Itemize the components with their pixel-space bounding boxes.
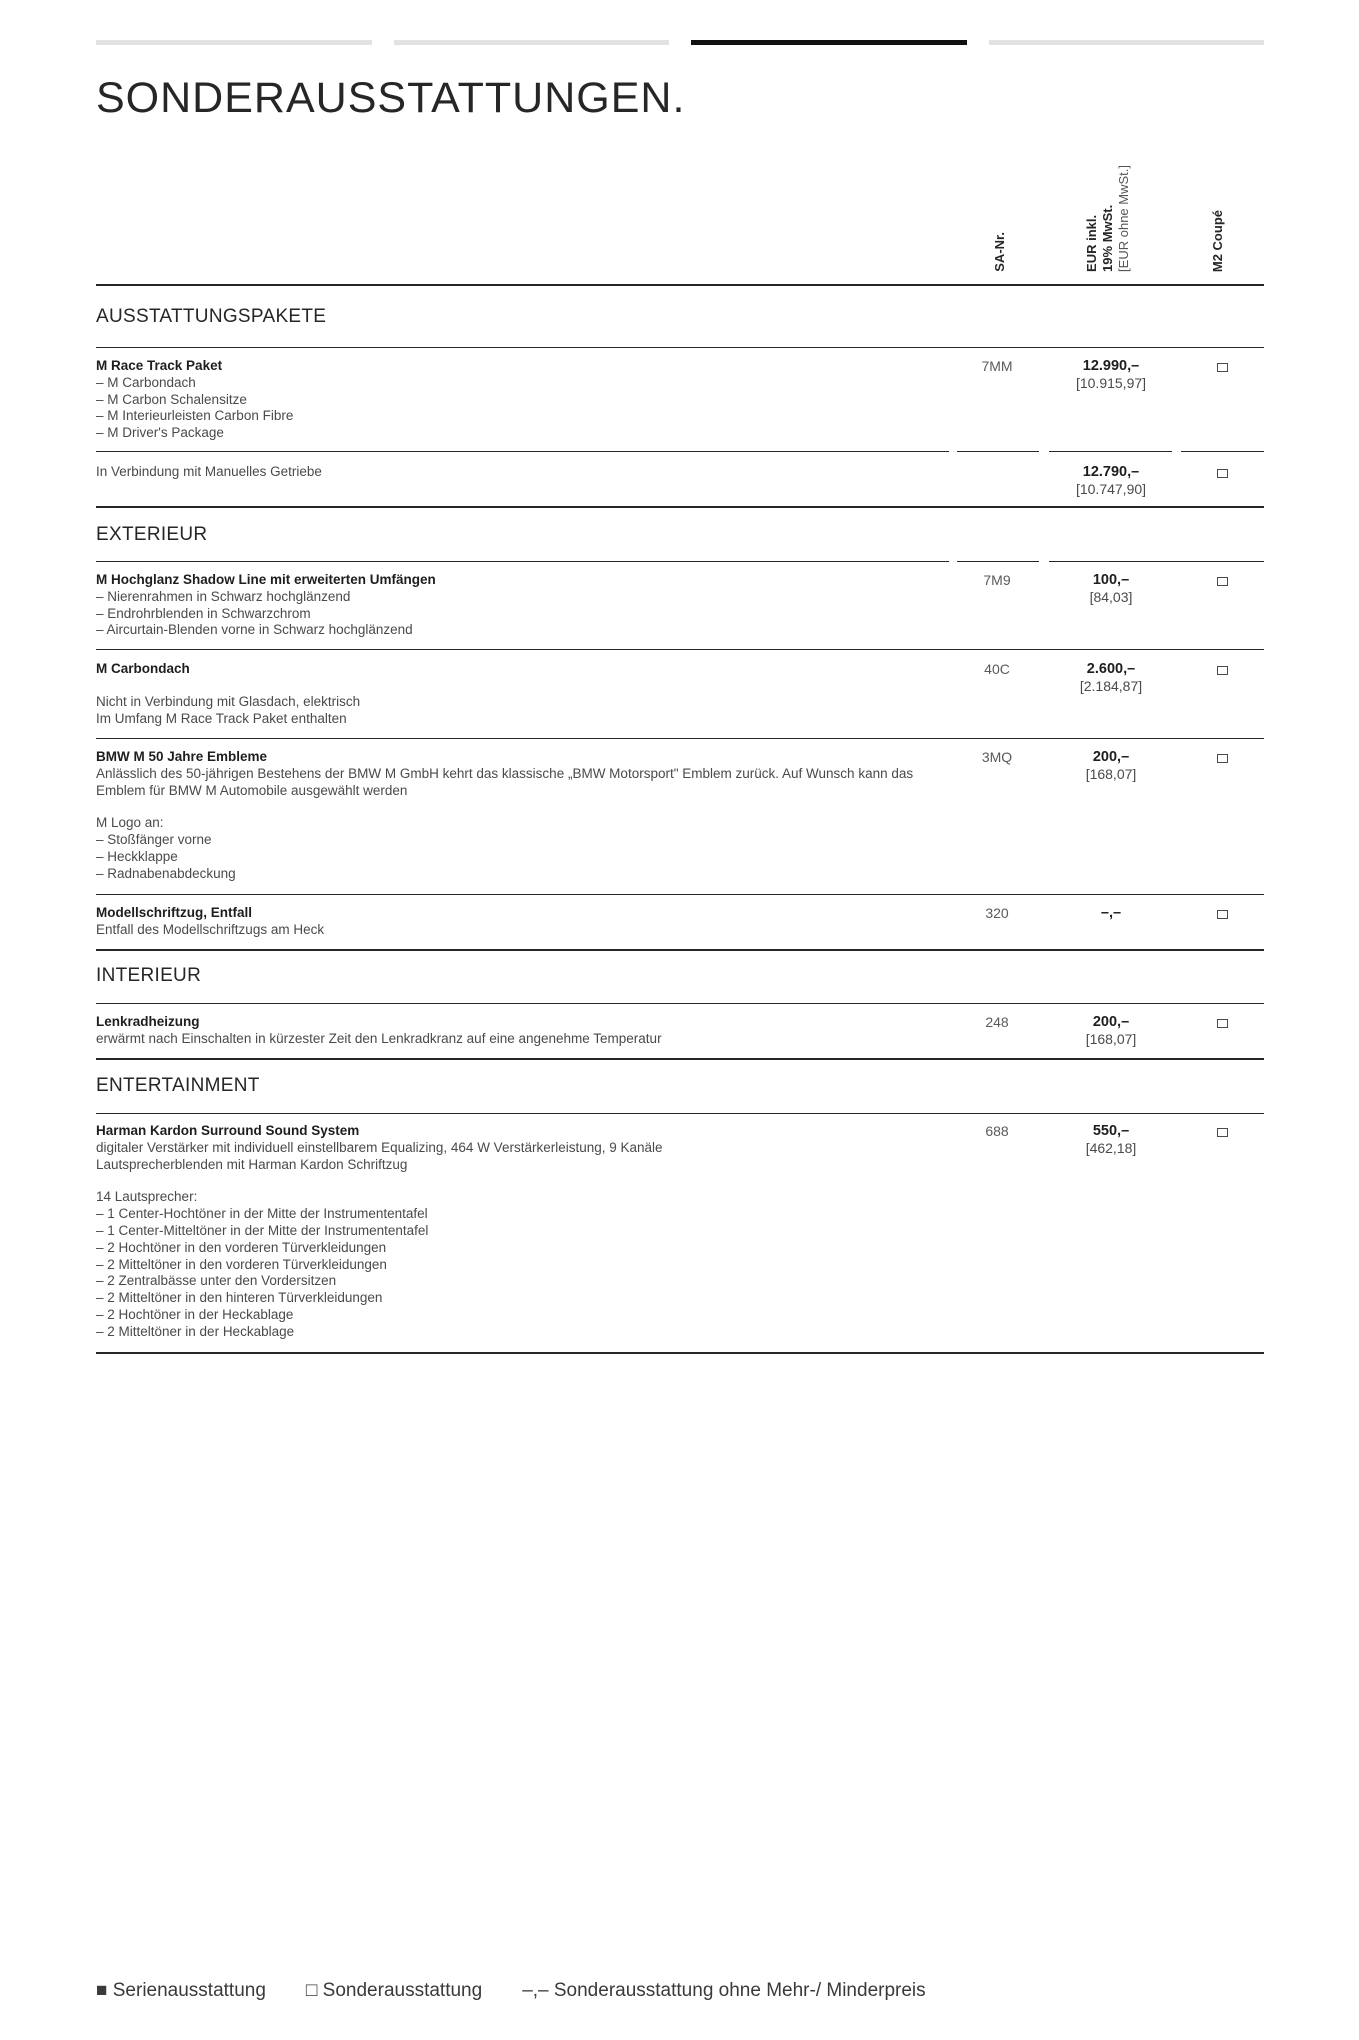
sonderausstattung-marker (1217, 469, 1228, 478)
price-net: [84,03] (1089, 588, 1133, 605)
option-detail: digitaler Verstärker mit individuell einstellbarem Equalizing, 464 W Verstärkerleistung, 9 Kanäle (96, 1139, 663, 1155)
option-detail: – 2 Hochtöner in den vorderen Türverkleidungen (96, 1239, 387, 1255)
divider (96, 506, 1264, 508)
option-detail: M Logo an: (96, 815, 164, 831)
option-detail: – 2 Mitteltöner in der Heckablage (96, 1323, 295, 1339)
page-progress-indicator (96, 40, 1264, 45)
price-net: [168,07] (1085, 1030, 1137, 1047)
legend-sonderausstattung: □ Sonderausstattung (305, 1980, 483, 2001)
option-detail: – Stoßfänger vorne (96, 832, 212, 848)
section-heading: INTERIEUR (96, 965, 202, 986)
sa-number: 320 (985, 905, 1009, 921)
divider (96, 738, 1264, 739)
divider (957, 561, 1039, 562)
option-detail: Lautsprecherblenden mit Harman Kardon Schriftzug (96, 1156, 408, 1172)
sonderausstattung-marker (1217, 1019, 1228, 1028)
price-cell (1051, 464, 1171, 498)
column-header-price: EUR inkl. 19% MwSt. [EUR ohne MwSt.] (1084, 165, 1131, 272)
option-detail: – Radnabenabdeckung (96, 865, 236, 881)
option-carbondach (96, 661, 956, 727)
option-name: M Hochglanz Shadow Line mit erweiterten Umfängen (96, 572, 436, 587)
divider (96, 284, 1264, 286)
progress-segment (989, 40, 1265, 45)
divider (96, 1003, 1264, 1004)
price-net: [10.915,97] (1075, 374, 1147, 391)
price-gross: 2.600,– (1086, 661, 1136, 677)
price-net: [462,18] (1085, 1139, 1137, 1156)
option-name: M Carbondach (96, 661, 190, 676)
option-shadow-line (96, 572, 956, 639)
option-detail: – M Interieurleisten Carbon Fibre (96, 408, 294, 424)
price-gross: 12.790,– (1082, 464, 1140, 480)
option-detail: In Verbindung mit Manuelles Getriebe (96, 464, 322, 479)
sonderausstattung-marker (1217, 577, 1228, 586)
sonderausstattung-marker (1217, 666, 1228, 675)
price-net: [168,07] (1085, 765, 1137, 782)
section-heading: ENTERTAINMENT (96, 1075, 260, 1096)
sonderausstattung-marker (1217, 1128, 1228, 1137)
price-net: [10.747,90] (1075, 480, 1147, 497)
option-detail: – Heckklappe (96, 848, 178, 864)
divider (957, 451, 1039, 452)
divider (96, 949, 1264, 951)
divider (96, 1113, 1264, 1114)
divider (96, 1058, 1264, 1060)
price-gross: –,– (1100, 905, 1122, 921)
divider (96, 561, 949, 562)
option-detail: – Nierenrahmen in Schwarz hochglänzend (96, 588, 351, 604)
option-detail: – M Carbondach (96, 374, 196, 390)
option-race-track-paket (96, 358, 956, 442)
column-header-sanr: SA-Nr. (992, 232, 1007, 272)
option-detail: Anlässlich des 50-jährigen Bestehens der BMW M GmbH kehrt das klassische „BMW Motorsport" Emblem zurück. Auf Wunsch kann das Emblem für BMW M Automobile ausgewählt werden (96, 765, 914, 798)
option-name: Lenkradheizung (96, 1014, 200, 1029)
column-header-model: M2 Coupé (1210, 209, 1225, 272)
sa-number: 248 (985, 1014, 1009, 1030)
divider (96, 1352, 1264, 1354)
option-detail: – 2 Hochtöner in der Heckablage (96, 1306, 294, 1322)
option-detail: – 1 Center-Mitteltöner in der Mitte der Instrumententafel (96, 1222, 429, 1238)
option-detail: – M Carbon Schalensitze (96, 391, 247, 407)
sa-number: 7M9 (983, 572, 1011, 588)
legend-serienausstattung: ■ Serienausstattung (96, 1980, 266, 2001)
price-cell (1051, 661, 1171, 695)
option-detail: – 2 Mitteltöner in den vorderen Türverkleidungen (96, 1256, 387, 1272)
divider (96, 894, 1264, 895)
divider (1181, 451, 1264, 452)
price-cell (1051, 905, 1171, 922)
progress-segment (96, 40, 372, 45)
progress-segment-active (691, 40, 967, 45)
option-detail: – 1 Center-Hochtöner in der Mitte der Instrumententafel (96, 1206, 428, 1222)
sonderausstattung-marker (1217, 363, 1228, 372)
option-name: Harman Kardon Surround Sound System (96, 1123, 360, 1138)
divider (96, 451, 949, 452)
option-name: BMW M 50 Jahre Embleme (96, 749, 268, 764)
divider (96, 347, 1264, 348)
section-heading: EXTERIEUR (96, 524, 208, 545)
option-detail: – Endrohrblenden in Schwarzchrom (96, 605, 311, 621)
sa-number: 688 (985, 1123, 1009, 1139)
option-detail: Entfall des Modellschriftzugs am Heck (96, 921, 325, 937)
option-harman-kardon (96, 1123, 956, 1341)
price-cell (1051, 1014, 1171, 1048)
divider (96, 649, 1264, 650)
price-gross: 200,– (1092, 749, 1130, 765)
page-title: SONDERAUSSTATTUNGEN. (96, 74, 686, 122)
divider (1049, 451, 1172, 452)
option-name: M Race Track Paket (96, 358, 223, 373)
sonderausstattung-marker (1217, 754, 1228, 763)
option-detail: Nicht in Verbindung mit Glasdach, elektrisch (96, 693, 361, 709)
legend-ohne-mehrpreis: –,– Sonderausstattung ohne Mehr-/ Minderpreis (522, 1980, 926, 2001)
option-50-jahre-embleme (96, 749, 956, 883)
price-cell (1051, 358, 1171, 392)
sonderausstattung-marker (1217, 910, 1228, 919)
option-detail: – M Driver's Package (96, 425, 224, 441)
option-detail: – 2 Zentralbässe unter den Vordersitzen (96, 1273, 337, 1289)
table-header (96, 140, 1264, 272)
price-net: [2.184,87] (1079, 677, 1143, 694)
price-gross: 12.990,– (1082, 358, 1140, 374)
price-cell (1051, 1123, 1171, 1157)
option-detail: Im Umfang M Race Track Paket enthalten (96, 710, 347, 726)
option-detail: – Aircurtain-Blenden vorne in Schwarz hochglänzend (96, 622, 413, 638)
option-name: Modellschriftzug, Entfall (96, 905, 253, 920)
price-gross: 550,– (1092, 1123, 1130, 1139)
legend (96, 1980, 926, 2002)
sa-number: 7MM (981, 358, 1013, 374)
option-lenkradheizung (96, 1014, 956, 1048)
option-detail: erwärmt nach Einschalten in kürzester Zeit den Lenkradkranz auf eine angenehme Temperatur (96, 1030, 662, 1046)
price-cell (1051, 749, 1171, 783)
divider (1049, 561, 1264, 562)
option-detail: 14 Lautsprecher: (96, 1189, 198, 1205)
price-gross: 200,– (1092, 1014, 1130, 1030)
option-detail: – 2 Mitteltöner in den hinteren Türverkleidungen (96, 1290, 383, 1306)
option-manuelles-getriebe (96, 464, 956, 481)
section-heading: AUSSTATTUNGSPAKETE (96, 306, 327, 327)
sa-number: 40C (984, 661, 1010, 677)
sa-number: 3MQ (981, 749, 1013, 765)
option-modellschriftzug (96, 905, 956, 939)
price-cell (1051, 572, 1171, 606)
progress-segment (394, 40, 670, 45)
price-gross: 100,– (1092, 572, 1130, 588)
